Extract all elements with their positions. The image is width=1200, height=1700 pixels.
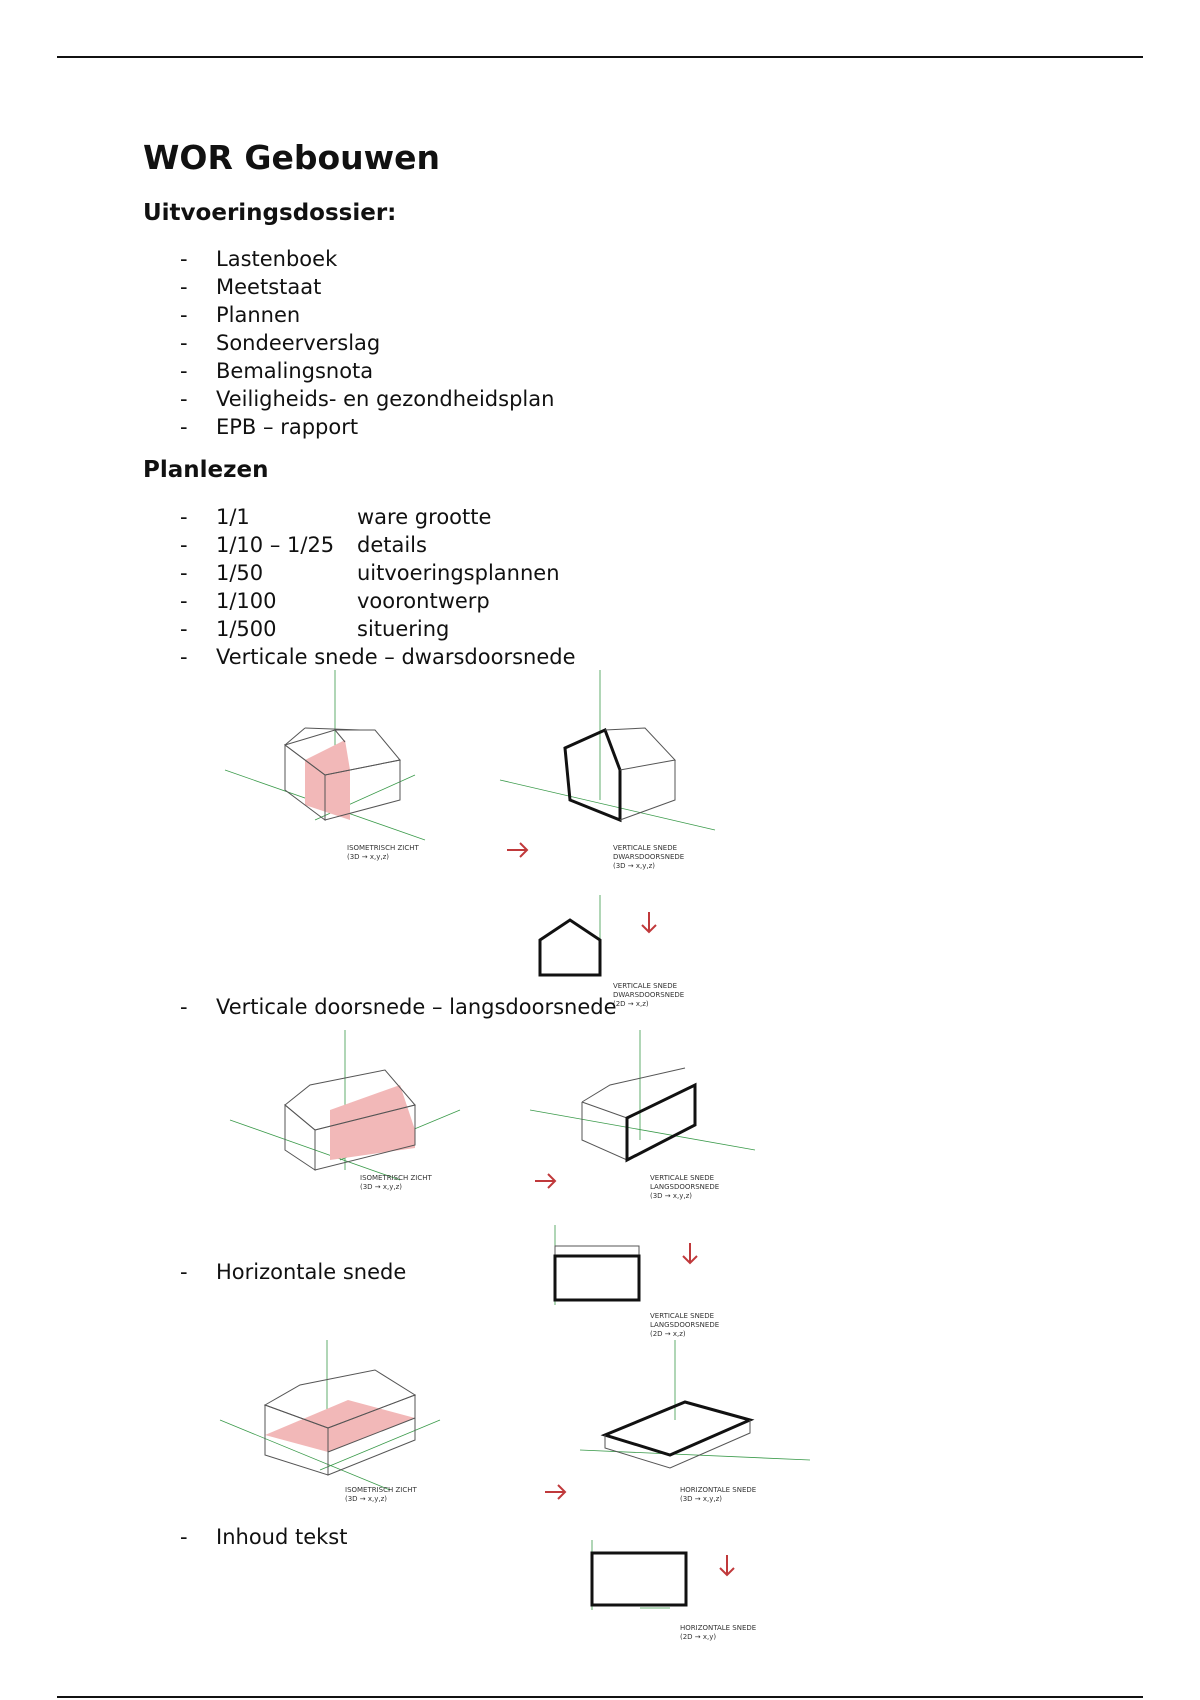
- arrow-right-icon: [507, 843, 527, 857]
- caption: (2D → x,z): [650, 1330, 686, 1338]
- caption: VERTICALE SNEDE: [650, 1312, 715, 1320]
- header-rule: [57, 56, 1143, 58]
- scale-item: - 1/10 – 1/25 details: [180, 533, 427, 557]
- caption: ISOMETRISCH ZICHT: [347, 844, 419, 852]
- list-item: - Verticale doorsnede – langsdoorsnede: [180, 995, 617, 1019]
- caption: VERTICALE SNEDE: [613, 982, 678, 990]
- heading-uitvoeringsdossier: Uitvoeringsdossier:: [143, 200, 397, 226]
- list-item: - Horizontale snede: [180, 1260, 407, 1284]
- list-item: - Sondeerverslag: [180, 331, 381, 355]
- arrow-down-icon: [720, 1555, 734, 1575]
- list-item: - Inhoud tekst: [180, 1525, 348, 1549]
- section-2d-view: [540, 895, 600, 975]
- list-item: - Verticale snede – dwarsdoorsnede: [180, 645, 576, 669]
- caption: HORIZONTALE SNEDE: [680, 1624, 757, 1632]
- caption: (3D → x,y,z): [360, 1183, 403, 1191]
- section-2d-view: [555, 1225, 639, 1305]
- caption: (3D → x,y,z): [345, 1495, 388, 1503]
- caption: (3D → x,y,z): [613, 862, 656, 870]
- section-2d-view: [592, 1540, 686, 1610]
- arrow-down-icon: [642, 912, 656, 932]
- caption: DWARSDOORSNEDE: [613, 991, 685, 999]
- figure-dwarsdoorsnede: [225, 670, 720, 1010]
- scale-list: [180, 503, 576, 671]
- caption: (3D → x,y,z): [650, 1192, 693, 1200]
- caption: ISOMETRISCH ZICHT: [360, 1174, 432, 1182]
- dossier-list: [180, 245, 554, 441]
- list-item: - Meetstaat: [180, 275, 322, 299]
- caption: DWARSDOORSNEDE: [613, 853, 685, 861]
- list-item: - Plannen: [180, 303, 301, 327]
- list-item: - Veiligheids- en gezondheidsplan: [180, 387, 555, 411]
- scale-item: - 1/50 uitvoeringsplannen: [180, 561, 560, 585]
- list-item: - EPB – rapport: [180, 415, 359, 439]
- page-title: WOR Gebouwen: [143, 138, 440, 177]
- caption: (3D → x,y,z): [347, 853, 390, 861]
- caption: (2D → x,y): [680, 1633, 717, 1641]
- figure-horizontale-snede: [200, 1340, 815, 1650]
- list-item: - Lastenboek: [180, 247, 338, 271]
- section-view: [500, 670, 715, 830]
- section-view: [530, 1030, 755, 1160]
- heading-planlezen: Planlezen: [143, 457, 269, 483]
- iso-view: [220, 1340, 440, 1490]
- caption: LANGSDOORSNEDE: [650, 1321, 720, 1329]
- caption: LANGSDOORSNEDE: [650, 1183, 720, 1191]
- scale-item: - 1/500 situering: [180, 617, 450, 641]
- caption: ISOMETRISCH ZICHT: [345, 1486, 417, 1494]
- section-view: [580, 1340, 810, 1468]
- scale-item: - 1/100 voorontwerp: [180, 589, 490, 613]
- figure-langsdoorsnede: [200, 1030, 760, 1340]
- caption: (2D → x,z): [613, 1000, 649, 1008]
- arrow-right-icon: [545, 1485, 565, 1499]
- caption: HORIZONTALE SNEDE: [680, 1486, 757, 1494]
- iso-view: [225, 670, 425, 840]
- caption: VERTICALE SNEDE: [650, 1174, 715, 1182]
- arrow-right-icon: [535, 1174, 555, 1188]
- list-item: - Bemalingsnota: [180, 359, 374, 383]
- footer-rule: [57, 1696, 1143, 1698]
- scale-item: - 1/1 ware grootte: [180, 505, 492, 529]
- caption: VERTICALE SNEDE: [613, 844, 678, 852]
- arrow-down-icon: [683, 1243, 697, 1263]
- caption: (3D → x,y,z): [680, 1495, 723, 1503]
- iso-view: [230, 1030, 460, 1180]
